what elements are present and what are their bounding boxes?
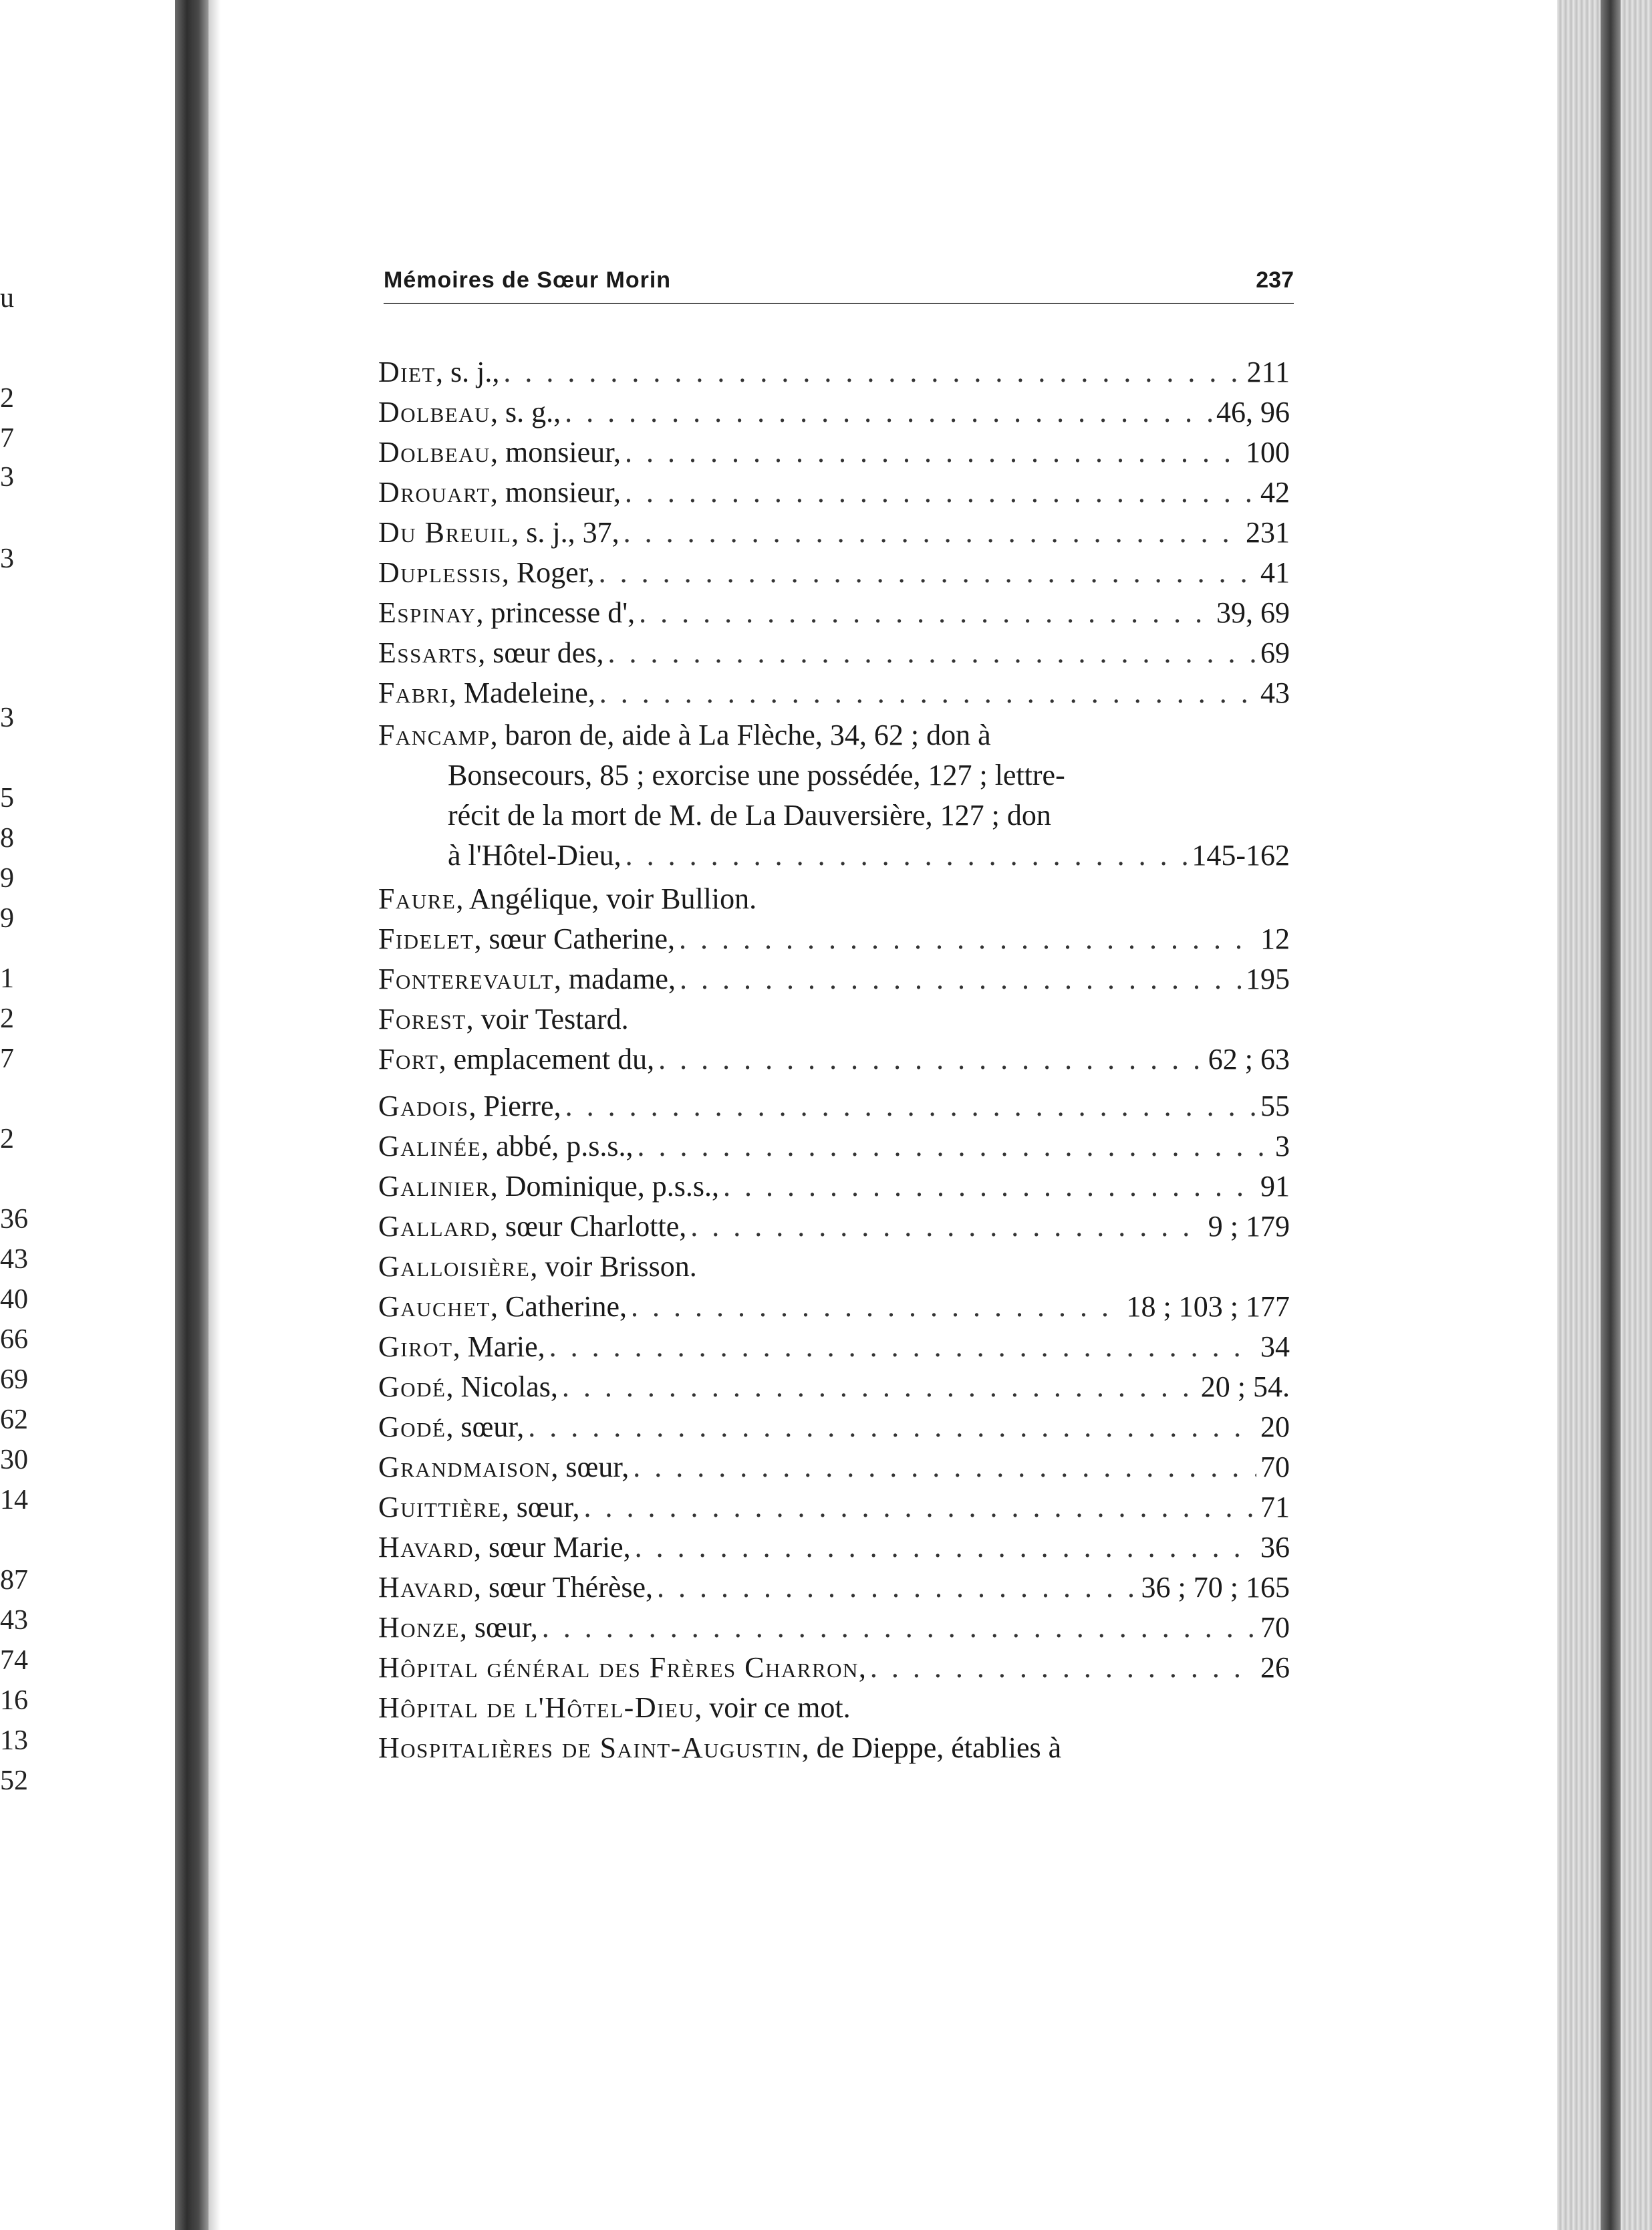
entry-pages: 55 <box>1260 1090 1290 1122</box>
entry-text: , emplacement du, <box>438 1043 655 1076</box>
entry-name: Galinée <box>378 1130 482 1162</box>
entry-pages: 12 <box>1260 922 1290 955</box>
leader-dots <box>624 513 1242 553</box>
entry-text: , sœur des, <box>478 636 604 669</box>
index-entry <box>378 1568 1290 1608</box>
entry-text: , sœur Marie, <box>474 1531 631 1564</box>
index-entry <box>378 593 1290 633</box>
entry-name: Gallard <box>378 1210 491 1243</box>
page-number: 237 <box>1256 267 1294 293</box>
entry-text: récit de la mort de M. de La Dauversière, 127 ; don <box>448 799 1051 832</box>
index-entry <box>378 1527 1290 1568</box>
leader-dots <box>625 432 1242 473</box>
entry-name: Godé <box>378 1370 446 1403</box>
facing-page-number: 13 <box>0 1725 28 1756</box>
index-entry <box>378 1608 1290 1648</box>
facing-page-number: 66 <box>0 1324 28 1355</box>
index-entry <box>378 553 1290 593</box>
facing-page-number: 36 <box>0 1204 28 1235</box>
entry-pages: 100 <box>1246 436 1290 469</box>
facing-page-number: 3 <box>0 462 14 493</box>
facing-page-number: 2 <box>0 383 14 414</box>
entry-text: , s. g., <box>491 396 561 428</box>
index-entry <box>378 392 1290 432</box>
entry-pages: 91 <box>1260 1170 1290 1203</box>
index-entry <box>378 1407 1290 1447</box>
facing-page-number: 9 <box>0 903 14 934</box>
index-entry <box>378 1247 1290 1287</box>
index-entry <box>378 1648 1290 1688</box>
facing-page-number: 40 <box>0 1284 28 1315</box>
entry-name: Dolbeau <box>378 436 491 469</box>
entry-text: , s. j., 37, <box>511 516 620 549</box>
entry-text: , Madeleine, <box>449 676 595 709</box>
facing-page-number: 3 <box>0 543 14 574</box>
entry-text: , sœur Thérèse, <box>474 1571 654 1604</box>
index-entry <box>378 1126 1290 1166</box>
entry-text: , sœur, <box>459 1611 538 1644</box>
entry-pages: 26 <box>1260 1651 1290 1684</box>
entry-text: , princesse d', <box>476 596 636 629</box>
entry-pages: 34 <box>1260 1330 1290 1363</box>
entry-pages: 62 ; 63 <box>1208 1043 1290 1076</box>
leader-dots <box>639 593 1212 633</box>
leader-dots <box>690 1207 1204 1247</box>
leader-dots <box>542 1608 1256 1648</box>
index-entry <box>378 879 1290 919</box>
entry-name: Hôpital de l'Hôtel-Dieu <box>378 1691 695 1724</box>
facing-page-number: 7 <box>0 423 14 454</box>
entry-pages: 9 ; 179 <box>1208 1210 1290 1243</box>
leader-dots <box>565 392 1212 432</box>
leader-dots <box>658 1039 1204 1080</box>
facing-page-number: 5 <box>0 783 14 814</box>
index-entry <box>378 352 1290 392</box>
facing-page <box>0 0 175 2230</box>
index-entry <box>378 1688 1290 1728</box>
leader-dots <box>607 633 1256 673</box>
entry-name: Faure <box>378 882 456 915</box>
entry-pages: 145-162 <box>1192 839 1290 872</box>
entry-pages: 43 <box>1260 676 1290 709</box>
index-entry <box>378 1086 1290 1126</box>
entry-name: Hôpital général des Frères Charron <box>378 1651 859 1684</box>
leader-dots <box>599 673 1256 713</box>
entry-name: Espinay <box>378 596 476 629</box>
entry-name: Havard <box>378 1571 474 1604</box>
facing-page-number: 7 <box>0 1043 14 1074</box>
facing-page-number: 74 <box>0 1645 28 1676</box>
entry-name: Diet <box>378 356 436 388</box>
entry-text: , voir Brisson. <box>530 1250 697 1283</box>
entry-text: , Nicolas, <box>446 1370 558 1403</box>
leader-dots <box>584 1487 1256 1527</box>
entry-text: , sœur Charlotte, <box>491 1210 687 1243</box>
entry-name: Fabri <box>378 676 450 709</box>
entry-text: , baron de, aide à La Flèche, 34, 62 ; don à <box>490 719 991 751</box>
entry-text: , monsieur, <box>490 476 621 509</box>
entry-text: , voir ce mot. <box>694 1691 851 1724</box>
facing-page-number: 16 <box>0 1685 28 1716</box>
index-entry <box>378 959 1290 999</box>
leader-dots <box>638 1126 1272 1166</box>
index-entry <box>378 1447 1290 1487</box>
facing-page-number: 2 <box>0 1124 14 1154</box>
index-entry <box>378 673 1290 713</box>
index-entry <box>378 999 1290 1039</box>
entry-pages: 211 <box>1246 356 1290 388</box>
leader-dots <box>562 1367 1197 1407</box>
entry-pages: 36 ; 70 ; 165 <box>1141 1571 1290 1604</box>
entry-pages: 3 <box>1275 1130 1290 1162</box>
index-entry <box>378 1367 1290 1407</box>
leader-dots <box>565 1086 1256 1126</box>
index-entry-continuation <box>448 795 1290 836</box>
leader-dots <box>633 1447 1256 1487</box>
leader-dots <box>626 836 1188 876</box>
gutter-shadow <box>209 0 221 2230</box>
facing-page-number: 30 <box>0 1445 28 1475</box>
entry-text: , Pierre, <box>468 1090 561 1122</box>
facing-page-number: 8 <box>0 823 14 854</box>
index-entry <box>378 633 1290 673</box>
entry-text: , sœur, <box>446 1410 525 1443</box>
entry-pages: 42 <box>1260 476 1290 509</box>
entry-name: Fidelet <box>378 922 474 955</box>
entry-name: Fort <box>378 1043 439 1076</box>
entry-name: Honze <box>378 1611 460 1644</box>
leader-dots <box>631 1287 1123 1327</box>
index-entry-continuation <box>448 836 1290 876</box>
running-header <box>384 267 1294 305</box>
index-entry <box>378 1207 1290 1247</box>
entry-text: , Catherine, <box>491 1290 628 1323</box>
entry-name: Essarts <box>378 636 478 669</box>
facing-page-number: u <box>0 283 14 314</box>
facing-page-number: 9 <box>0 863 14 894</box>
entry-name: Galloisière <box>378 1250 531 1283</box>
entry-text: , de Dieppe, établies à <box>801 1731 1062 1764</box>
index-entry-continuation <box>448 755 1290 795</box>
entry-text: , Angélique, voir Bullion. <box>456 882 757 915</box>
index-entry <box>378 919 1290 959</box>
entry-pages: 71 <box>1260 1491 1290 1523</box>
leader-dots <box>503 352 1242 392</box>
leader-dots <box>599 553 1256 593</box>
entry-pages: 39, 69 <box>1216 596 1290 629</box>
facing-page-number: 52 <box>0 1765 28 1796</box>
index-entry <box>378 1487 1290 1527</box>
facing-page-number: 43 <box>0 1605 28 1636</box>
index-entry <box>378 1728 1290 1768</box>
leader-dots <box>528 1407 1256 1447</box>
entry-pages: 231 <box>1246 516 1290 549</box>
entry-text: , sœur, <box>501 1491 580 1523</box>
entry-name: Grandmaison <box>378 1451 551 1483</box>
index-entry <box>378 1166 1290 1207</box>
leader-dots <box>657 1568 1137 1608</box>
index-entry <box>378 715 1290 755</box>
entry-name: Godé <box>378 1410 446 1443</box>
entry-name: Galinier <box>378 1170 491 1203</box>
entry-name: Dolbeau <box>378 396 491 428</box>
leader-dots <box>625 473 1256 513</box>
entry-pages: 195 <box>1246 963 1290 995</box>
entry-pages: 20 ; 54. <box>1200 1370 1290 1403</box>
entry-pages: 70 <box>1260 1611 1290 1644</box>
entry-name: Fonterevault <box>378 963 554 995</box>
index-entry <box>378 513 1290 553</box>
entry-name: Guittière <box>378 1491 502 1523</box>
header-rule <box>384 303 1294 304</box>
entry-text: , voir Testard. <box>466 1003 629 1035</box>
facing-page-number: 3 <box>0 703 14 733</box>
entry-pages: 36 <box>1260 1531 1290 1564</box>
entry-text: , monsieur, <box>491 436 621 469</box>
entry-text: , <box>858 1651 866 1684</box>
entry-text: , sœur Catherine, <box>474 922 676 955</box>
entry-text: Bonsecours, 85 ; exorcise une possédée, 127 ; lettre- <box>448 759 1065 791</box>
entry-pages: 69 <box>1260 636 1290 669</box>
entry-name: Drouart <box>378 476 491 509</box>
leader-dots <box>635 1527 1256 1568</box>
entry-text: , Dominique, p.s.s., <box>490 1170 719 1203</box>
index-entry <box>378 432 1290 473</box>
entry-text: , Marie, <box>452 1330 545 1363</box>
facing-page-number: 2 <box>0 1003 14 1034</box>
facing-page-number: 43 <box>0 1244 28 1275</box>
entry-name: Forest <box>378 1003 466 1035</box>
leader-dots <box>549 1327 1256 1367</box>
book-gutter <box>175 0 209 2230</box>
index-entry <box>378 473 1290 513</box>
entry-name: Gadois <box>378 1090 469 1122</box>
facing-page-number: 69 <box>0 1364 28 1395</box>
entry-name: Havard <box>378 1531 474 1564</box>
index-entry <box>378 1327 1290 1367</box>
entry-name: Gauchet <box>378 1290 491 1323</box>
entry-name: Du Breuil <box>378 516 512 549</box>
index-entry <box>378 1039 1290 1080</box>
leader-dots <box>680 959 1242 999</box>
entry-name: Girot <box>378 1330 453 1363</box>
entry-pages: 46, 96 <box>1216 396 1290 428</box>
index-entry <box>378 1287 1290 1327</box>
entry-text: à l'Hôtel-Dieu, <box>448 839 622 872</box>
entry-pages: 20 <box>1260 1410 1290 1443</box>
page-edge-shadow <box>1601 0 1621 2230</box>
leader-dots <box>723 1166 1256 1207</box>
entry-text: , sœur, <box>551 1451 630 1483</box>
entry-pages: 70 <box>1260 1451 1290 1483</box>
entry-name: Duplessis <box>378 556 502 589</box>
facing-page-number: 62 <box>0 1404 28 1435</box>
leader-dots <box>679 919 1256 959</box>
entry-text: , madame, <box>553 963 676 995</box>
entry-name: Hospitalières de Saint-Augustin <box>378 1731 802 1764</box>
facing-page-number: 14 <box>0 1485 28 1515</box>
facing-page-number: 87 <box>0 1565 28 1596</box>
entry-pages: 18 ; 103 ; 177 <box>1126 1290 1290 1323</box>
facing-page-number: 1 <box>0 963 14 994</box>
entry-name: Fancamp <box>378 719 491 751</box>
entry-text: , Roger, <box>501 556 595 589</box>
leader-dots <box>870 1648 1256 1688</box>
entry-text: , abbé, p.s.s., <box>481 1130 634 1162</box>
running-title: Mémoires de Sœur Morin <box>384 267 672 293</box>
entry-text: , s. j., <box>435 356 500 388</box>
entry-pages: 41 <box>1260 556 1290 589</box>
